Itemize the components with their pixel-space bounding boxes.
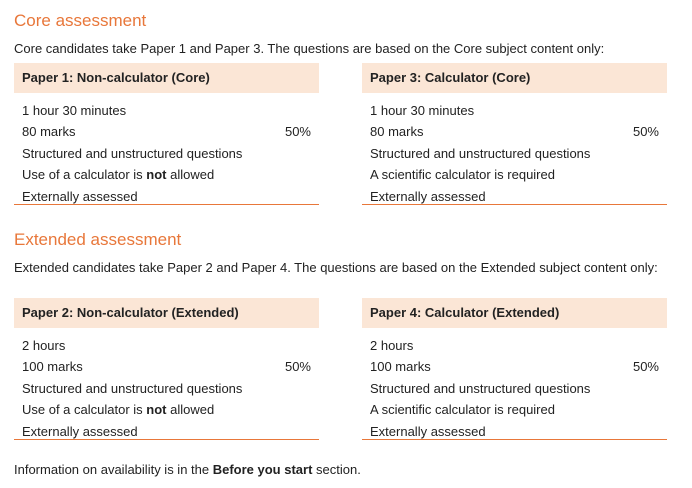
paper-3-card [362, 63, 667, 205]
extended-intro: Extended candidates take Paper 2 and Paper 4. The questions are based on the Extended subject content only: [14, 260, 658, 275]
core-intro: Core candidates take Paper 1 and Paper 3. The questions are based on the Core subject content only: [14, 41, 605, 56]
paper-4-question-type: Structured and unstructured questions [370, 380, 591, 396]
paper-2-card [14, 298, 319, 440]
paper-1-assessment: Externally assessed [22, 188, 138, 204]
paper-1-marks-row [22, 121, 311, 142]
paper-1-weight: 50% [284, 124, 311, 140]
paper-4-card [362, 298, 667, 440]
calc-rule-emphasis: not [146, 402, 167, 418]
paper-3-duration: 1 hour 30 minutes [370, 103, 475, 118]
paper-2-assessment: Externally assessed [22, 423, 138, 439]
paper-4-title: Paper 4: Calculator (Extended) [362, 298, 667, 328]
paper-1-title: Paper 1: Non-calculator (Core) [14, 63, 319, 93]
paper-3-marks: 80 marks [370, 124, 424, 140]
paper-3-marks-row [370, 121, 659, 142]
calc-rule-post: allowed [166, 167, 215, 183]
paper-3-title: Paper 3: Calculator (Core) [362, 63, 667, 93]
paper-1-marks: 80 marks [22, 124, 76, 140]
paper-3-calculator-note: A scientific calculator is required [370, 167, 555, 183]
paper-4-weight: 50% [632, 359, 659, 375]
availability-note-post: section. [312, 462, 361, 477]
availability-note-pre: Information on availability is in the [14, 462, 213, 477]
paper-3-question-type: Structured and unstructured questions [370, 145, 591, 161]
paper-4-marks: 100 marks [370, 359, 431, 375]
calc-rule-post: allowed [166, 402, 215, 418]
paper-2-question-type: Structured and unstructured questions [22, 380, 243, 396]
paper-2-details [14, 328, 319, 440]
core-assessment-heading: Core assessment [14, 11, 147, 30]
paper-3-weight: 50% [632, 124, 659, 140]
before-you-start-reference: Before you start [212, 462, 313, 477]
paper-2-marks-row [22, 356, 311, 377]
paper-2-calculator-rule [22, 399, 311, 420]
paper-2-duration: 2 hours [22, 338, 66, 353]
calc-rule-pre: Use of a calculator is [22, 167, 147, 183]
calc-rule-emphasis: not [146, 167, 167, 183]
paper-4-marks-row [370, 356, 659, 377]
paper-1-calculator-rule [22, 164, 311, 185]
paper-2-weight: 50% [284, 359, 311, 375]
paper-1-question-type: Structured and unstructured questions [22, 145, 243, 161]
paper-1-details [14, 93, 319, 205]
paper-1-duration: 1 hour 30 minutes [22, 103, 127, 118]
calc-rule-pre: Use of a calculator is [22, 402, 147, 418]
paper-1-card [14, 63, 319, 205]
extended-assessment-heading: Extended assessment [14, 230, 182, 249]
paper-4-duration: 2 hours [370, 338, 414, 353]
paper-4-details [362, 328, 667, 440]
paper-2-marks: 100 marks [22, 359, 83, 375]
paper-2-title: Paper 2: Non-calculator (Extended) [14, 298, 319, 328]
paper-3-details [362, 93, 667, 205]
paper-4-calculator-note: A scientific calculator is required [370, 402, 555, 418]
paper-4-assessment: Externally assessed [370, 423, 486, 439]
availability-note [14, 462, 361, 477]
paper-3-assessment: Externally assessed [370, 188, 486, 204]
